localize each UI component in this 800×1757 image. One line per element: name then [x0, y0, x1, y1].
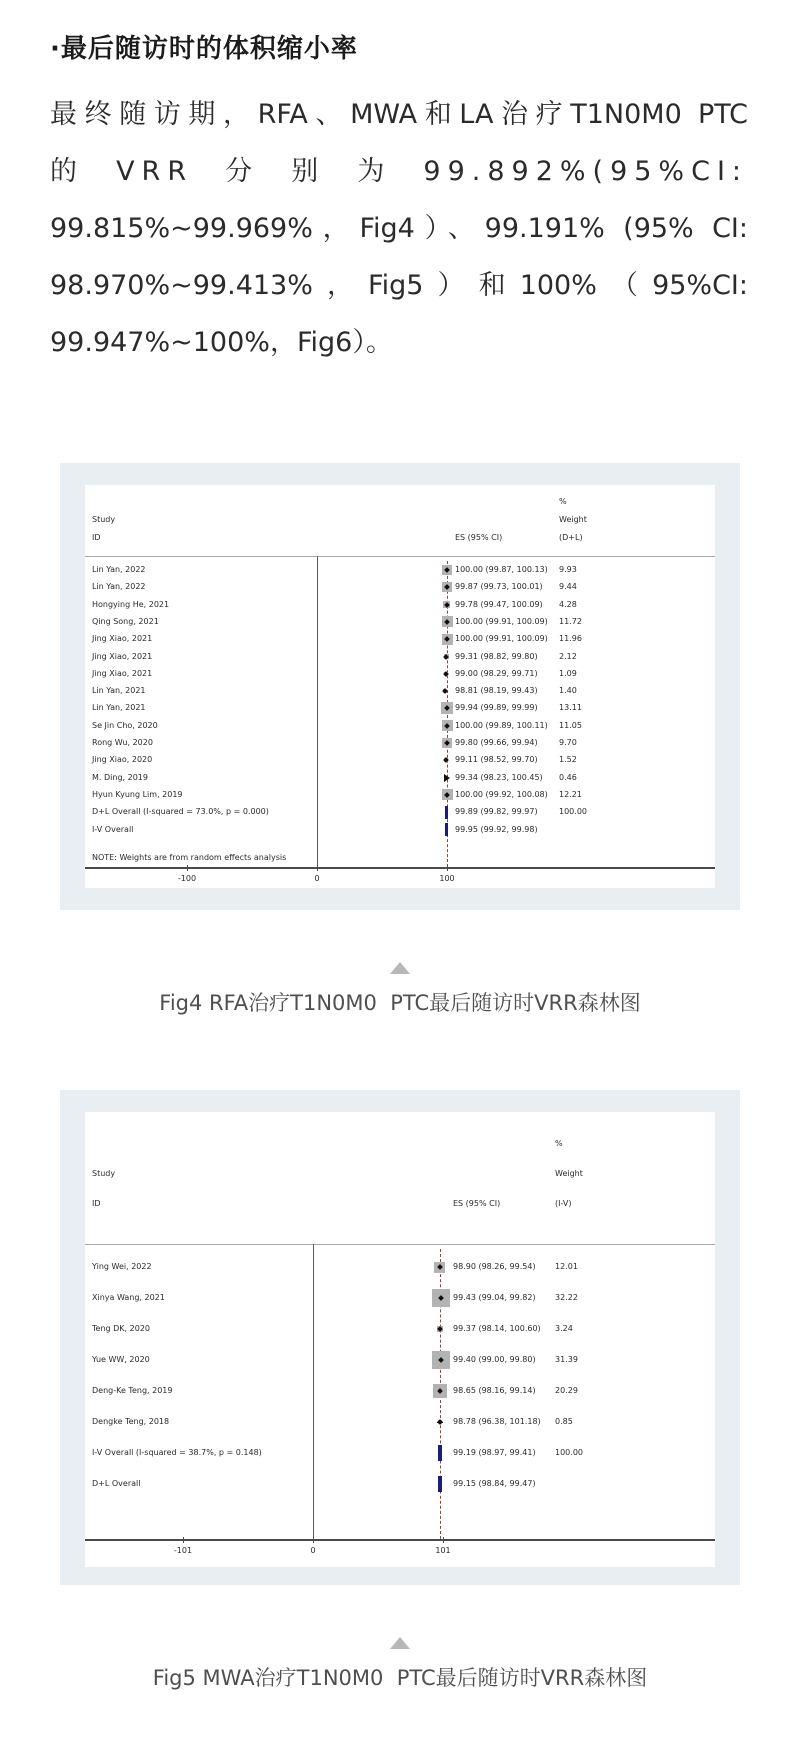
- overall-estimate-bar: [445, 806, 448, 819]
- weight-value: 9.93: [559, 565, 577, 574]
- es-label: 99.94 (99.89, 99.99): [455, 703, 538, 713]
- column-header-weight: Weight: [559, 515, 587, 524]
- es-label: 99.00 (98.29, 99.71): [455, 668, 538, 678]
- zero-line: [317, 556, 318, 867]
- axis-tick: [317, 865, 318, 871]
- study-label: Xinya Wang, 2021: [92, 1293, 165, 1302]
- es-label: 99.43 (99.04, 99.82): [453, 1293, 536, 1302]
- clipped-point-marker: [444, 774, 450, 782]
- study-label: Yue WW, 2020: [92, 1355, 150, 1364]
- overall-estimate-bar: [438, 1476, 442, 1492]
- es-label: 99.95 (99.92, 99.98): [455, 824, 538, 834]
- overall-label: I-V Overall: [92, 824, 134, 834]
- intro-line: 的VRR分别为99.892%(95%CI:: [50, 156, 748, 187]
- overall-label: D+L Overall (I-squared = 73.0%, p = 0.000): [92, 807, 269, 817]
- fig4-caption: Fig4 RFA治疗T1N0M0 PTC最后随访时VRR森林图: [159, 991, 641, 1015]
- overall-label: I-V Overall (I-squared = 38.7%, p = 0.148): [92, 1448, 262, 1457]
- study-label: Deng-Ke Teng, 2019: [92, 1386, 173, 1395]
- axis-tick-label: -101: [173, 1546, 193, 1555]
- es-label: 98.78 (96.38, 101.18): [453, 1417, 541, 1426]
- collapse-triangle-icon[interactable]: [390, 1637, 410, 1649]
- es-label: 100.00 (99.89, 100.11): [455, 720, 548, 730]
- column-header-study: Study: [92, 1169, 116, 1178]
- collapse-triangle-icon[interactable]: [390, 962, 410, 974]
- weight-value: 1.52: [559, 755, 577, 765]
- section-heading: ·最后随访时的体积缩小率: [50, 34, 358, 64]
- es-label: 99.80 (99.66, 99.94): [455, 738, 538, 747]
- weight-value: 12.21: [559, 789, 582, 799]
- weight-value: 0.85: [555, 1417, 573, 1426]
- weight-value: 1.09: [559, 668, 577, 678]
- weight-value: 3.24: [555, 1324, 573, 1333]
- es-label: 99.78 (99.47, 100.09): [455, 599, 543, 609]
- weight-value: 11.72: [559, 616, 582, 626]
- axis-tick: [183, 1537, 184, 1543]
- weight-value: 32.22: [555, 1293, 578, 1302]
- study-label: Hyun Kyung Lim, 2019: [92, 789, 183, 799]
- es-label: 100.00 (99.91, 100.09): [455, 616, 548, 626]
- axis-tick: [313, 1537, 314, 1543]
- es-label: 99.89 (99.82, 99.97): [455, 807, 538, 817]
- weight-value: 1.40: [559, 686, 577, 696]
- fig5-plot-area: [85, 1112, 715, 1567]
- weight-value: 12.01: [555, 1262, 578, 1271]
- weight-value: 9.44: [559, 582, 577, 592]
- weight-value: 100.00: [555, 1448, 583, 1457]
- plot-top-border: [85, 556, 715, 557]
- es-label: 100.00 (99.87, 100.13): [455, 565, 548, 574]
- axis-tick-label: 0: [310, 1546, 316, 1555]
- study-label: Jing Xiao, 2020: [92, 755, 153, 765]
- intro-line: 98.970%~99.413%，Fig5）和100%（95%CI:: [50, 270, 748, 301]
- es-label: 100.00 (99.92, 100.08): [455, 789, 548, 799]
- column-header-model: (D+L): [559, 533, 583, 542]
- intro-line: 最终随访期，RFA、MWA和LA治疗T1N0M0 PTC: [50, 99, 748, 130]
- weight-value: 20.29: [555, 1386, 578, 1395]
- zero-line: [313, 1244, 314, 1539]
- study-label: Rong Wu, 2020: [92, 738, 153, 747]
- fig5-forest-plot-figure: [60, 1090, 740, 1585]
- weight-value: 100.00: [559, 807, 587, 817]
- study-label: Se Jin Cho, 2020: [92, 720, 158, 730]
- weight-value: 0.46: [559, 772, 577, 782]
- study-label: Teng DK, 2020: [92, 1324, 150, 1333]
- x-axis-line: [85, 867, 715, 869]
- column-header-model: (I-V): [555, 1199, 572, 1208]
- study-label: Jing Xiao, 2021: [92, 634, 153, 644]
- weight-value: 13.11: [559, 703, 582, 713]
- plot-top-border: [85, 1244, 715, 1245]
- weight-value: 4.28: [559, 599, 577, 609]
- es-label: 98.81 (98.19, 99.43): [455, 686, 538, 696]
- es-label: 99.87 (99.73, 100.01): [455, 582, 543, 592]
- column-header-es: ES (95% CI): [453, 1199, 501, 1208]
- overall-estimate-bar: [438, 1445, 442, 1461]
- es-label: 99.11 (98.52, 99.70): [455, 755, 538, 765]
- overall-estimate-bar: [445, 823, 448, 836]
- axis-tick-label: 101: [435, 1546, 451, 1555]
- es-label: 99.34 (98.23, 100.45): [455, 772, 543, 782]
- study-label: Lin Yan, 2021: [92, 686, 146, 696]
- es-label: 99.31 (98.82, 99.80): [455, 651, 538, 661]
- column-header-study: Study: [92, 515, 116, 524]
- intro-line: 99.947%~100%，Fig6）。: [50, 327, 393, 358]
- x-axis-line: [85, 1539, 715, 1541]
- study-label: Lin Yan, 2021: [92, 703, 146, 713]
- weight-value: 31.39: [555, 1355, 578, 1364]
- weight-value: 11.96: [559, 634, 582, 644]
- axis-tick: [447, 865, 448, 871]
- column-header-pct: %: [555, 1139, 563, 1148]
- study-label: Jing Xiao, 2021: [92, 668, 153, 678]
- column-header-pct: %: [559, 497, 567, 506]
- study-label: Lin Yan, 2022: [92, 565, 146, 574]
- overall-label: D+L Overall: [92, 1479, 141, 1488]
- fig4-forest-plot-figure: [60, 463, 740, 910]
- axis-tick-label: 100: [439, 874, 455, 883]
- study-label: Dengke Teng, 2018: [92, 1417, 170, 1426]
- weight-value: 2.12: [559, 651, 577, 661]
- es-label: 99.15 (98.84, 99.47): [453, 1479, 536, 1488]
- note-text: NOTE: Weights are from random effects analysis: [92, 853, 287, 862]
- axis-tick: [443, 1537, 444, 1543]
- es-label: 98.90 (98.26, 99.54): [453, 1262, 536, 1271]
- es-label: 99.40 (99.00, 99.80): [453, 1355, 536, 1364]
- study-label: Hongying He, 2021: [92, 599, 170, 609]
- weight-value: 9.70: [559, 738, 577, 747]
- study-label: Jing Xiao, 2021: [92, 651, 153, 661]
- study-label: Lin Yan, 2022: [92, 582, 146, 592]
- study-label: M. Ding, 2019: [92, 772, 148, 782]
- column-header-id: ID: [92, 533, 101, 542]
- column-header-weight: Weight: [555, 1169, 583, 1178]
- weight-value: 11.05: [559, 720, 582, 730]
- es-label: 98.65 (98.16, 99.14): [453, 1386, 536, 1395]
- fig4-plot-area: [85, 485, 715, 888]
- intro-line: 99.815%~99.969%，Fig4）、99.191% (95% CI:: [50, 213, 748, 244]
- column-header-id: ID: [92, 1199, 101, 1208]
- column-header-es: ES (95% CI): [455, 533, 503, 542]
- intro-paragraph: [50, 86, 748, 371]
- fig5-caption: Fig5 MWA治疗T1N0M0 PTC最后随访时VRR森林图: [152, 1666, 648, 1690]
- es-label: 100.00 (99.91, 100.09): [455, 634, 548, 644]
- es-label: 99.19 (98.97, 99.41): [453, 1448, 536, 1457]
- axis-tick-label: -100: [177, 874, 197, 883]
- study-label: Ying Wei, 2022: [92, 1262, 152, 1271]
- study-label: Qing Song, 2021: [92, 616, 159, 626]
- axis-tick-label: 0: [314, 874, 320, 883]
- es-label: 99.37 (98.14, 100.60): [453, 1324, 541, 1333]
- axis-tick: [187, 865, 188, 871]
